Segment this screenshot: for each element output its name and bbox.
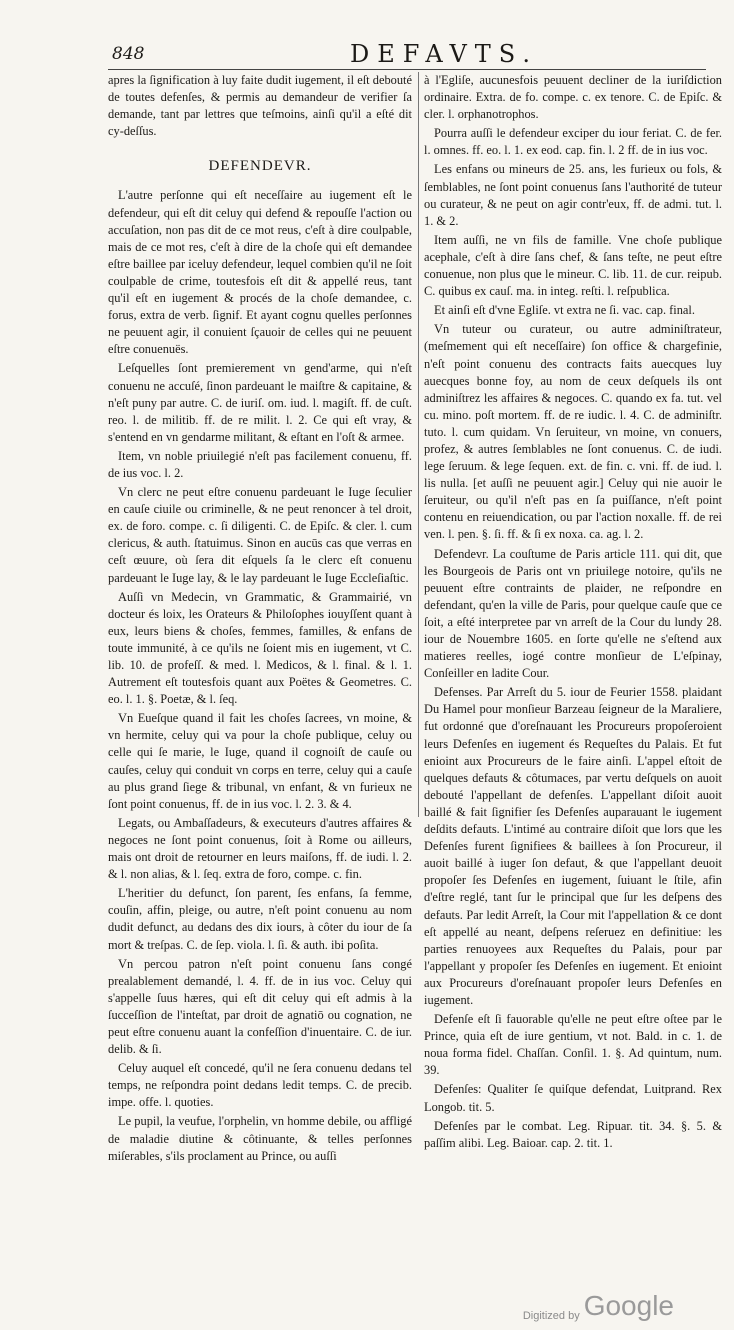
column-divider — [418, 72, 419, 817]
paragraph: Defenses. Par Arreſt du 5. iour de Feurier 1558. plaidant Du Hamel pour monſieur Barzeau ſeigneur de la Maraliere, fut ordonné que d'oreſnauant les Procureurs propoſeroient leurs Defenſes en iugement és Requeſtes du Palais. Et fut enioint aux Procureurs de le faire ainſi. L'appel eſtoit de quelques defauts & côtumaces, par vertu deſquels on auoit debouté l'appellant de defenſes. L'appellant diſoit auoit baillé & fait ſignifier ſes Defenſes auparauant le iugement deſdits defauts. L'intimé au contraire diſoit que lors que les Defenſes furent ſignifiees & baillees à ſon Procureur, il auoit baillé à iuger ſon defaut, & que l'appellant deuoit propoſer ſes Defenſes en iugement, ſuiuant le ſtile, afin d'eſtre reglé, tant ſur le principal que ſur les deſpens des defauts. Par ledit Arreſt, la Cour mit l'appellation & ce dont eſt appellé au neant, deſpens reſeruez en definitiue: les parties renuoyees aux Requeſtes du Palais, pour par l'appellant y propoſer ſes Defenſes en iugement. Et enioint aux Procureurs d'oreſnauant propoſer leurs Defenſes en iugement. — [424, 685, 722, 1007]
paragraph: Item, vn noble priuilegié n'eſt pas facilement conuenu, ff. de ius voc. l. 2. — [108, 448, 412, 480]
paragraph: Celuy auquel eſt concedé, qu'il ne ſera conuenu dedans tel temps, ne reſpondra point dedans ledit temps. C. de precib. impe. offe. l. quoties. — [108, 1061, 412, 1110]
paragraph: Et ainſi eſt d'vne Egliſe. vt extra ne ſi. vac. cap. final. — [434, 303, 695, 318]
paragraph: Defenſes par le combat. Leg. Ripuar. tit. 34. §. 5. & paſſim alibi. Leg. Baioar. cap. 2. tit. 1. — [424, 1118, 722, 1150]
page-number: 848 — [112, 44, 145, 64]
paragraph: Vn tuteur ou curateur, ou autre adminiſtrateur, (meſmement qui eſt neceſſaire) ſon office & chargefinie, n'eſt point conuenu des contracts faits auecques luy auecques bonne foy, au nom de ceux deſquels ils ont adminiſtrez les affaires & negoces. C. quando ex fa. tut. vel cu. mino. poſt mortem. ff. de re iudic. l. 4. C. de adminiſtr. tuto. l. cum quidam. Vn ſeruiteur, vn moine, vn conuers, profez, & autres ſemblables ne ſont conuenus. C. de iudi. lege ſeruum. & lege ſequen. ext. de fin. c. vni. ff. de iud. l. lis nulla. [et auſſi ne peuuent agir.] Celuy qui nie auoir le ſeruiteur, ou qu'il n'eſt pas en ſa puiſſance, n'eſt point contenu en reiuendication, ou par l'action noxalle. ff. de rei ven. l. pen. §. ſi. ff. & ſi ex noxa. ca. ag. l. 2. — [424, 322, 722, 542]
paragraph: L'autre perſonne qui eſt neceſſaire au iugement eſt le defendeur, qui eſt dit celuy qui defend & repouſſe l'action ou accuſation, non pas dit de ce mot reus, c'eſt à dire coulpable, mais de ce mot res, c'eſt à dire de la choſe qui eſt demandee eſtre baillee par iceluy defendeur, lequel combien qu'il ne ſoit coulpable de crime, toutesfois eſt dit & appellé reus, tant qu'il eſt en iugement & procés de la choſe demandee, c. forus, extra de verb. ſignif. Et ayant cognu quelles perſonnes ne peuuent agir, il conuient ſçauoir de celles qui ne peuuent eſtre conuenuës. — [108, 188, 412, 357]
paragraph: L'heritier du defunct, ſon parent, ſes enfans, ſa femme, couſin, affin, pleige, ou autre, n'eſt point conuenu au nom dudit defunct, au dedans des dix iours, à côter du iour de ſa mort & treſpas. C. de ſep. viola. l. ſi. & auth. ibi poſita. — [108, 886, 412, 952]
paragraph: Leſquelles ſont premierement vn gend'arme, qui n'eſt conuenu ne accuſé, ſinon pardeuant le maiſtre & capitaine, & n'eſt puny par autre. C. de iuriſ. om. iud. l. magiſt. ff. de cuſt. reo. l. de militib. ff. de re milit. l. 2. Ce qui eſt vray, & s'entend en vn gendarme militant, & eſtant en l'oſt & armee. — [108, 361, 412, 444]
paragraph: Vn percou patron n'eſt point conuenu ſans congé prealablement demandé, l. 4. ff. de in ius voc. Celuy qui s'appelle ſuus hæres, qui eſt dit celuy qui eſt admis à la ſucceſſion de l'inteſtat, par droit de agnatiō ou cognation, ne peut eſtre conuenu auant la confeſſion d'inuentaire. C. de iur. delib. & ſi. — [108, 956, 412, 1057]
right-column — [424, 72, 722, 1154]
paragraph: Defenſe eſt ſi fauorable qu'elle ne peut eſtre oſtee par le Prince, quia eſt de iure gentium, vt not. Bald. in c. 1. de noua forma fidel. Chaſſan. Conſil. 1. §. Ad quintum, num. 39. — [424, 1012, 722, 1078]
paragraph: Vn Eueſque quand il fait les choſes ſacrees, vn moine, & vn hermite, celuy qui va pour la choſe publique, celuy ou celle qui ſe marie, le Iuge, quand il cognoiſt de cauſe ou cauſes, celuy qui conduit vn corps en terre, celuy qui a cauſe au plus grand ſiege & tribunal, vn enfant, & vn furieux ne ſont point conuenus, ff. de in ius voc. l. 2. 3. & 4. — [108, 711, 412, 811]
paragraph: à l'Egliſe, aucunesfois peuuent decliner de la iuriſdiction ordinaire. Extra. de fo. compe. c. ex tenore. C. de Epiſc. & cler. l. orphanotrophos. — [424, 73, 722, 122]
paragraph: Item auſſi, ne vn fils de famille. Vne choſe publique acephale, c'eſt à dire ſans chef, & ſans teſte, ne peut eſtre conuenue, non plus que le mineur. C. lib. 11. de cur. reipub. C. quibus ex cauſ. ma. in integ. reſti. l. reſpublica. — [424, 232, 722, 299]
paragraph: Defendevr. La couſtume de Paris article 111. qui dit, que les Bourgeois de Paris ont vn priuilege notoire, qu'ils ne peuuent eſtre contraints de plaider, ne reſpondre en defendant, qu'en la ville de Paris, pour quelque cauſe que ce ſoit, a eſté interpretee par vn arreſt de la Cour du lundy 28. iour de Nouembre 1605. en ſorte qu'elle ne s'eſtend aux matieres reelles, iogé contre monſieur de L'eſpinay, Conſeiller en ladite Cour. — [424, 546, 722, 681]
google-logo: Google — [583, 1290, 674, 1321]
section-title: DEFENDEVR. — [208, 158, 312, 175]
paragraph: Legats, ou Ambaſſadeurs, & executeurs d'autres affaires & negoces ne ſont point conuenus, ſoit à Rome ou ailleurs, mais ont droit de retourner en leurs maiſons, ff. de iudi. l. 2. & l. non alias, & l. ſeq. extra de foro, compe. c. fin. — [108, 815, 412, 882]
intro-paragraph: apres la ſignification à luy faite dudit iugement, il eſt debouté de toutes defenſes, & permis au demandeur de verifier ſa demande, tant par lettres que teſmoins, ainſi qu'il a eſté dit cy-deſſus. — [108, 73, 412, 139]
running-head: DEFAVTS. — [350, 40, 539, 68]
header-rule — [108, 69, 706, 70]
left-column — [108, 72, 412, 1167]
google-digitized-badge — [523, 1290, 674, 1322]
paragraph: Defenſes: Qualiter ſe quiſque defendat, Luitprand. Rex Longob. tit. 5. — [424, 1082, 722, 1114]
paragraph: Le pupil, la veufue, l'orphelin, vn homme debile, ou affligé de maladie diutine & côtinuante, & telles perſonnes miſerables, s'ils proclament au Prince, ou auſſi — [108, 1114, 412, 1163]
paragraph: Auſſi vn Medecin, vn Grammatic, & Grammairié, vn docteur és loix, les Orateurs & Philoſophes iouyſſent quant à eux, leurs biens & choſes, femmes, familles, & enfans de toute immunité, à ce qu'ils ne ſoient mis en iugement, vt C. lib. 10. de profeſſ. & med. l. Medicos, & l. final. & l. 1. Autrement eſt toutesfois quant aux Poëtes & Geometres. C. eo. l. 1. §. Poetæ, & l. ſeq. — [108, 589, 412, 707]
paragraph: Vn clerc ne peut eſtre conuenu pardeuant le Iuge ſeculier en cauſe ciuile ou criminelle, & ne peut renoncer à tel droit, ex. de foro. compe. c. ſi diligenti. C. de Epiſc. & cler. l. cum clericus, & auth. ſtatuimus. Sinon en aucūs cas que verras en ceſt œuure, où ſera dit eſquels ſa le clerc eſt conuenu pardeuant le Iuge lay, & le lay pardeuant le Iuge Eccleſiaſtic. — [108, 485, 412, 585]
digitized-by-label: Digitized by — [522, 1310, 580, 1322]
paragraph: Les enfans ou mineurs de 25. ans, les furieux ou fols, & ſemblables, ne ſont point conuenus ſans l'authorité de tuteur ou curateur, & ne peut on agir contr'eux, ff. de admi. tut. l. 1. & 2. — [424, 162, 722, 228]
paragraph: Pourra auſſi le defendeur exciper du iour feriat. C. de fer. l. omnes. ff. eo. l. 1. ex eod. cap. fin. l. 2 ff. de in ius voc. — [424, 126, 722, 158]
